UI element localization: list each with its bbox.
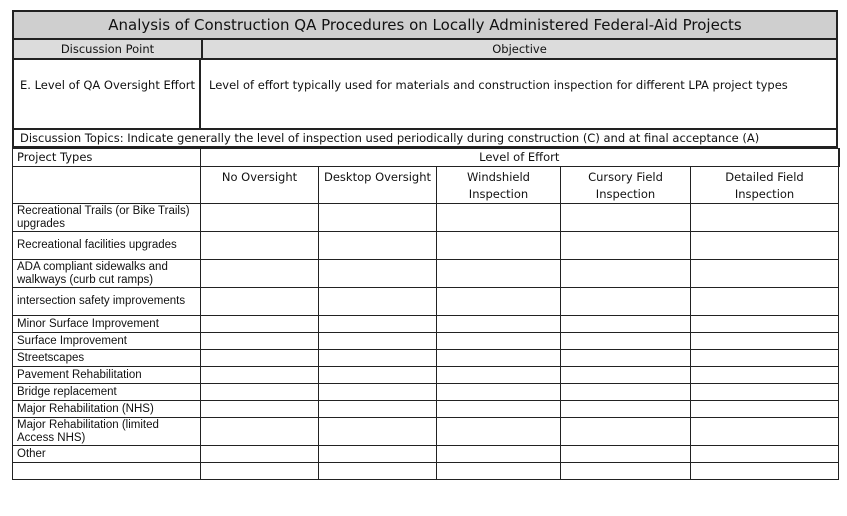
header-row xyxy=(12,40,838,60)
project-type-label: Streetscapes xyxy=(13,350,201,367)
table-row xyxy=(13,316,839,333)
effort-cell[interactable] xyxy=(691,418,839,446)
table-row xyxy=(13,384,839,401)
effort-cell[interactable] xyxy=(561,418,691,446)
effort-cell[interactable] xyxy=(201,463,319,480)
effort-cell[interactable] xyxy=(437,204,561,232)
effort-cell[interactable] xyxy=(437,418,561,446)
effort-cell[interactable] xyxy=(201,333,319,350)
effort-cell[interactable] xyxy=(319,350,437,367)
project-type-label: Bridge replacement xyxy=(13,384,201,401)
effort-cell[interactable] xyxy=(201,232,319,260)
table-row xyxy=(13,232,839,260)
effort-cell[interactable] xyxy=(437,333,561,350)
effort-cell[interactable] xyxy=(561,316,691,333)
effort-cell[interactable] xyxy=(319,367,437,384)
effort-cell[interactable] xyxy=(319,333,437,350)
col-header-desktop-oversight: Desktop Oversight xyxy=(319,167,437,204)
effort-cell[interactable] xyxy=(319,463,437,480)
effort-cell[interactable] xyxy=(201,418,319,446)
effort-cell[interactable] xyxy=(319,418,437,446)
table-row xyxy=(13,260,839,288)
effort-cell[interactable] xyxy=(437,367,561,384)
effort-cell[interactable] xyxy=(201,288,319,316)
effort-cell[interactable] xyxy=(691,463,839,480)
project-types-header: Project Types xyxy=(13,149,201,167)
project-type-label xyxy=(13,463,201,480)
effort-cell[interactable] xyxy=(201,367,319,384)
effort-cell[interactable] xyxy=(561,350,691,367)
effort-cell[interactable] xyxy=(201,204,319,232)
effort-cell[interactable] xyxy=(561,204,691,232)
effort-cell[interactable] xyxy=(561,384,691,401)
effort-cell[interactable] xyxy=(691,260,839,288)
blank-header-cell xyxy=(13,167,201,204)
table-row xyxy=(13,401,839,418)
effort-cell[interactable] xyxy=(319,204,437,232)
empty-row xyxy=(13,463,839,480)
effort-cell[interactable] xyxy=(691,350,839,367)
table-row xyxy=(13,418,839,446)
effort-cell[interactable] xyxy=(319,288,437,316)
col-header-windshield-inspection: Windshield Inspection xyxy=(437,167,561,204)
table-row xyxy=(13,333,839,350)
form-title: Analysis of Construction QA Procedures on Locally Administered Federal-Aid Projects xyxy=(12,10,838,40)
project-type-label: Recreational Trails (or Bike Trails) upgrades xyxy=(13,204,201,232)
effort-cell[interactable] xyxy=(437,260,561,288)
effort-cell[interactable] xyxy=(437,401,561,418)
col-header-cursory-field-inspection: Cursory Field Inspection xyxy=(561,167,691,204)
project-type-label: ADA compliant sidewalks and walkways (curb cut ramps) xyxy=(13,260,201,288)
effort-cell[interactable] xyxy=(437,350,561,367)
effort-cell[interactable] xyxy=(691,204,839,232)
table-row xyxy=(13,367,839,384)
effort-cell[interactable] xyxy=(437,463,561,480)
effort-cell[interactable] xyxy=(561,333,691,350)
effort-cell[interactable] xyxy=(437,232,561,260)
column-headers-row xyxy=(13,167,839,204)
col-header-no-oversight: No Oversight xyxy=(201,167,319,204)
project-type-label: Major Rehabilitation (limited Access NHS) xyxy=(13,418,201,446)
effort-cell[interactable] xyxy=(319,316,437,333)
effort-cell[interactable] xyxy=(201,384,319,401)
table-row xyxy=(13,288,839,316)
effort-cell[interactable] xyxy=(691,384,839,401)
level-of-effort-header: Level of Effort xyxy=(201,149,839,167)
effort-cell[interactable] xyxy=(561,367,691,384)
effort-cell[interactable] xyxy=(319,232,437,260)
effort-cell[interactable] xyxy=(437,446,561,463)
effort-cell[interactable] xyxy=(691,288,839,316)
effort-cell[interactable] xyxy=(319,446,437,463)
project-type-label: Minor Surface Improvement xyxy=(13,316,201,333)
discussion-point-row xyxy=(12,60,838,130)
project-type-label: Other xyxy=(13,446,201,463)
table-row xyxy=(13,446,839,463)
effort-cell[interactable] xyxy=(201,446,319,463)
effort-cell[interactable] xyxy=(691,316,839,333)
effort-cell[interactable] xyxy=(437,384,561,401)
table-row xyxy=(13,350,839,367)
effort-cell[interactable] xyxy=(691,232,839,260)
effort-cell[interactable] xyxy=(319,260,437,288)
discussion-topics: Discussion Topics: Indicate generally the level of inspection used periodically during construction (C) and at final acceptance (A) xyxy=(12,130,838,148)
project-type-label: Pavement Rehabilitation xyxy=(13,367,201,384)
table-row xyxy=(13,204,839,232)
effort-cell[interactable] xyxy=(201,260,319,288)
project-type-label: Major Rehabilitation (NHS) xyxy=(13,401,201,418)
effort-cell[interactable] xyxy=(437,316,561,333)
effort-cell[interactable] xyxy=(437,288,561,316)
effort-cell[interactable] xyxy=(201,316,319,333)
level-of-effort-table xyxy=(12,148,838,480)
effort-cell[interactable] xyxy=(691,401,839,418)
effort-cell[interactable] xyxy=(691,333,839,350)
effort-cell[interactable] xyxy=(319,401,437,418)
project-type-label: Recreational facilities upgrades xyxy=(13,232,201,260)
effort-cell[interactable] xyxy=(561,288,691,316)
effort-cell[interactable] xyxy=(691,367,839,384)
effort-cell[interactable] xyxy=(561,463,691,480)
col-header-detailed-field-inspection: Detailed Field Inspection xyxy=(691,167,839,204)
objective-header: Objective xyxy=(492,42,547,56)
discussion-point-header: Discussion Point xyxy=(14,40,203,58)
effort-cell[interactable] xyxy=(201,401,319,418)
effort-cell[interactable] xyxy=(201,350,319,367)
effort-cell[interactable] xyxy=(561,260,691,288)
effort-cell[interactable] xyxy=(561,232,691,260)
effort-cell[interactable] xyxy=(691,446,839,463)
effort-cell[interactable] xyxy=(561,401,691,418)
effort-cell[interactable] xyxy=(319,384,437,401)
objective-cell: Level of effort typically used for materials and construction inspection for different LPA project types xyxy=(209,78,788,92)
qa-analysis-form xyxy=(12,10,838,480)
effort-cell[interactable] xyxy=(561,446,691,463)
project-type-label: Surface Improvement xyxy=(13,333,201,350)
project-type-label: intersection safety improvements xyxy=(13,288,201,316)
project-types-row xyxy=(13,149,839,167)
discussion-point-cell: E. Level of QA Oversight Effort xyxy=(14,60,201,128)
